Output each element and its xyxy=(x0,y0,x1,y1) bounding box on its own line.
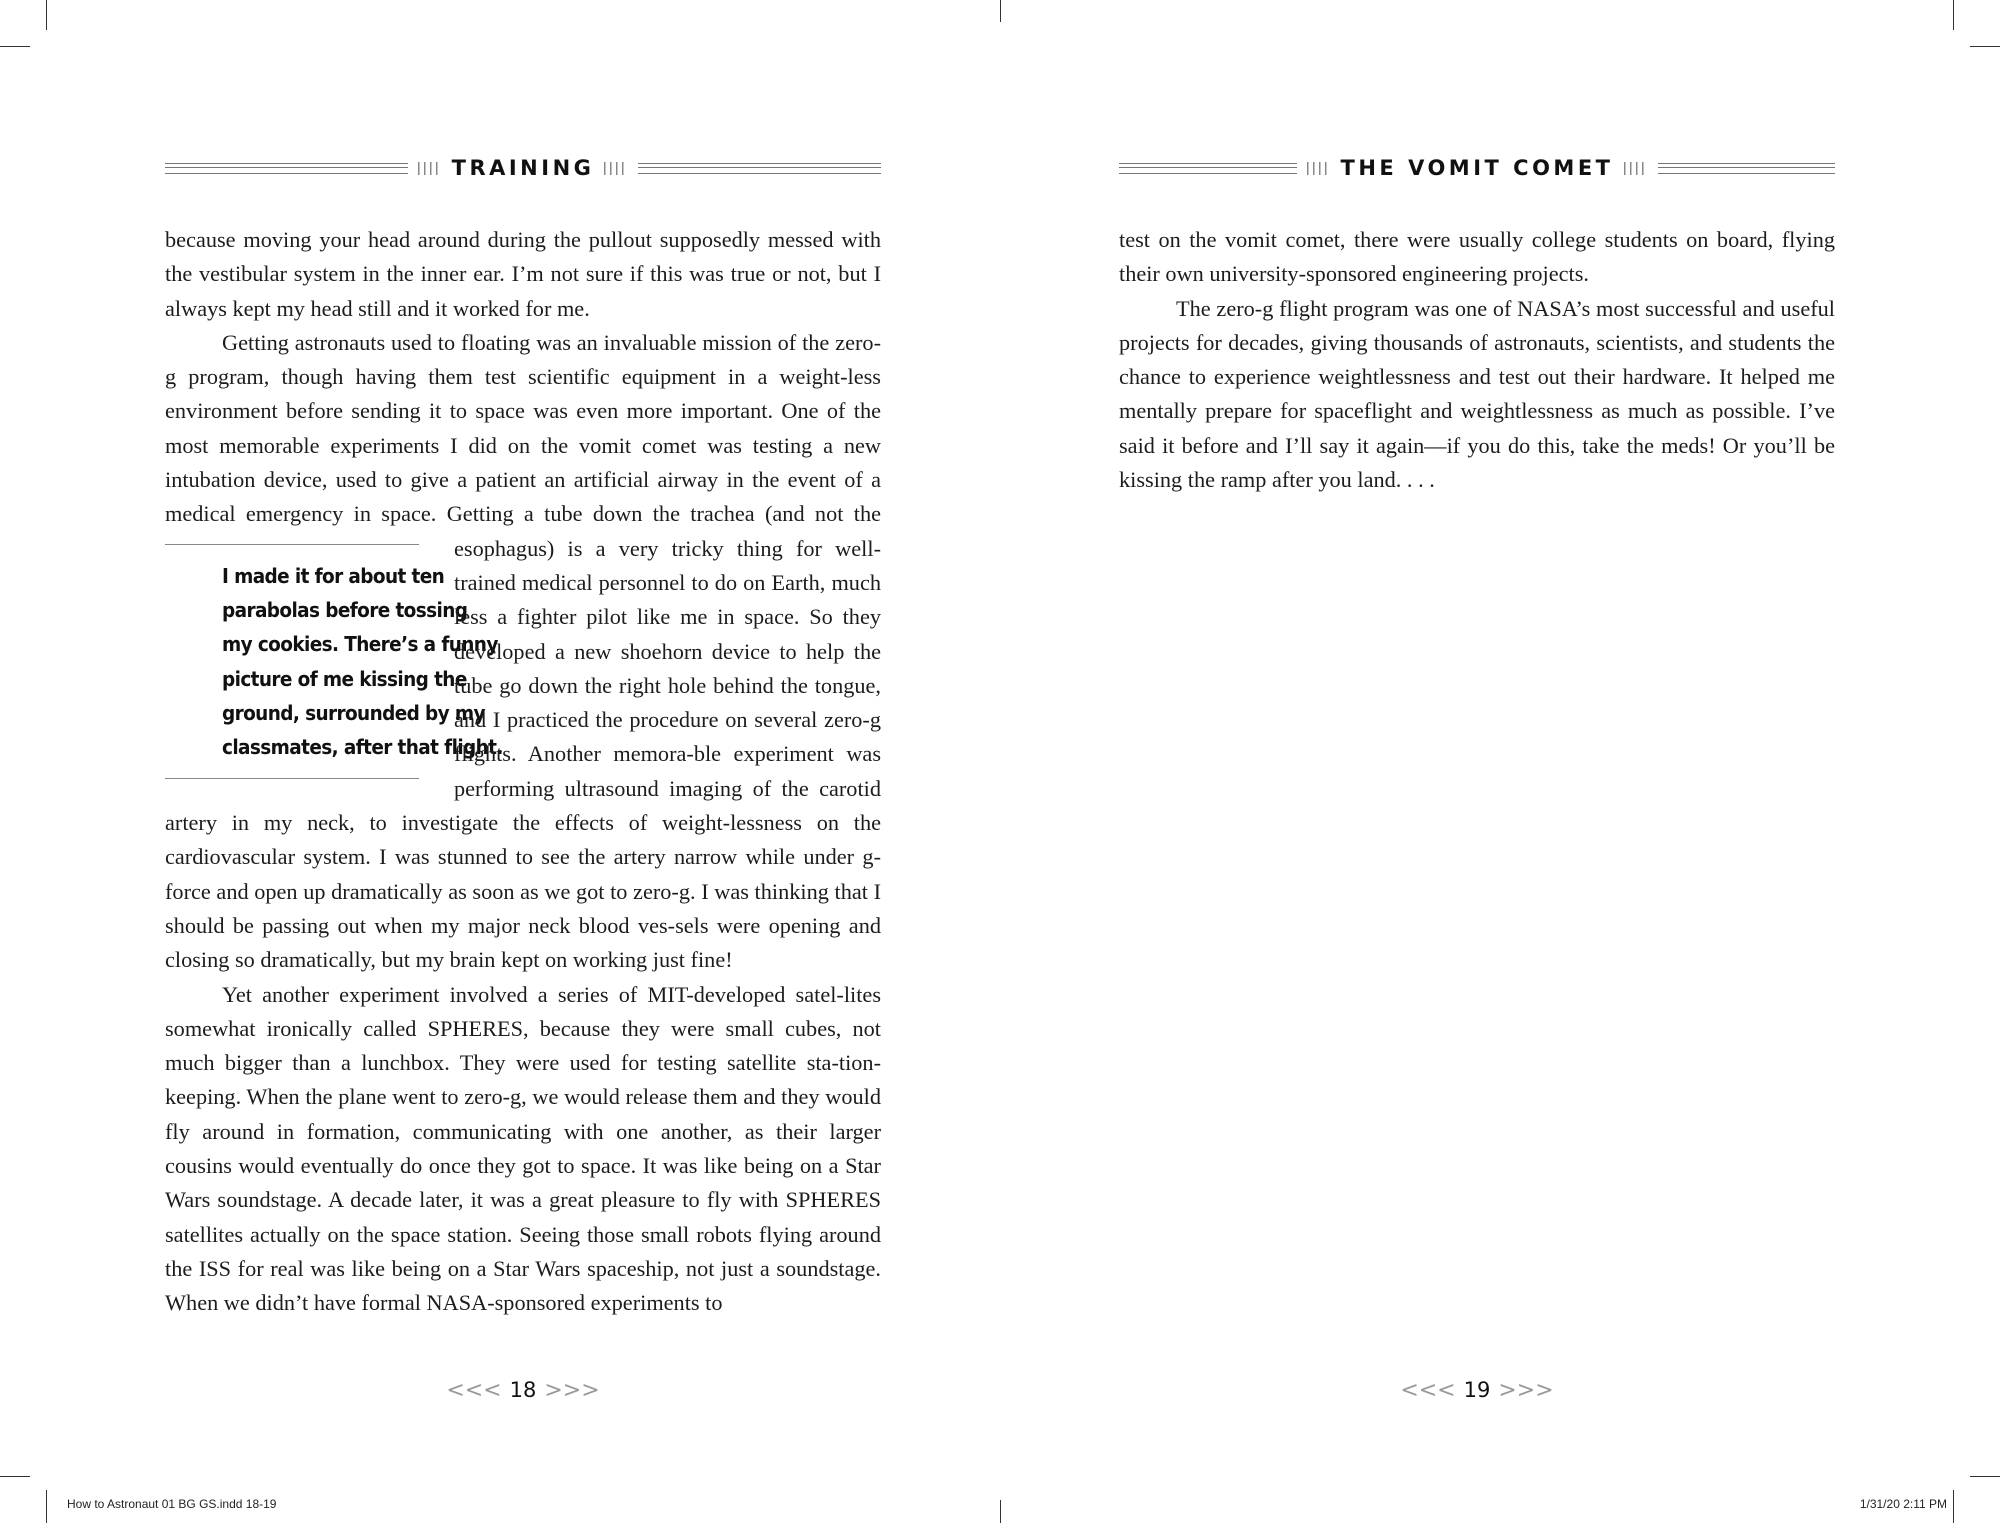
pull-quote-line: my cookies. There’s a funny xyxy=(222,632,498,657)
folio xyxy=(373,1378,673,1403)
pull-quote-line: picture of me kissing the xyxy=(222,666,467,691)
header-bars-ornament xyxy=(1624,162,1648,175)
paragraph-text-part: Getting astronauts used to floating was an invaluable mission of the zero-g program, though having them test scientific equipment in a weight-less environment before sending it to space was even more important. One of the most memorable experiments I did on the vomit comet was testing a new intubation device, used to give a patient an artificial airway in the event of a medical emergency in space. Getting a tube down the trachea (and not xyxy=(165,329,881,527)
pull-quote xyxy=(165,544,503,780)
body-text xyxy=(1119,223,1835,497)
header-rule xyxy=(638,163,881,174)
pull-quote-line: parabolas before tossing xyxy=(222,597,468,622)
header-rule xyxy=(1658,163,1836,174)
paragraph: Yet another experiment involved a series of MIT-developed satel-lites somewhat ironically called SPHERES, because they were small cubes, not much bigger than a lunchbox. They were used for testing satellite sta-tion-keeping. When the plane went to zero-g, we would release them and they would fly around in formation, communicating with one another, as their larger cousins would eventually do once they got to space. It was like being on a Star Wars soundstage. A decade later, it was a great pleasure to fly with SPHERES satellites actually on the space station. Seeing those small robots flying around the ISS for real was like being on a Star Wars spaceship, not just a soundstage. When we didn’t have formal NASA-sponsored experiments to xyxy=(165,981,881,1316)
running-head xyxy=(1119,153,1835,183)
running-head-title: THE VOMIT COMET xyxy=(1340,156,1614,180)
page-number: 18 xyxy=(509,1378,537,1402)
slug-timestamp: 1/31/20 2:11 PM xyxy=(1859,1497,1947,1511)
header-bars-ornament xyxy=(604,162,628,175)
right-page xyxy=(1000,0,2000,1523)
page-number: 19 xyxy=(1463,1378,1491,1402)
paragraph: because moving your head around during the pullout supposedly messed with the vestibular system in the inner ear. I’m not sure if this was true or not, but I always kept my head still and it worked for me. xyxy=(165,227,881,321)
paragraph: test on the vomit comet, there were usually college students on board, flying their own university-sponsored engineering projects. xyxy=(1119,227,1835,287)
slug-filename: How to Astronaut 01 BG GS.indd 18-19 xyxy=(67,1497,277,1511)
paragraph xyxy=(165,326,881,978)
folio-arrows-right: >>> xyxy=(544,1378,600,1403)
header-bars-ornament xyxy=(418,162,442,175)
folio-arrows-right: >>> xyxy=(1498,1378,1554,1403)
folio-arrows-left: <<< xyxy=(446,1378,502,1403)
header-bars-ornament xyxy=(1307,162,1331,175)
pull-quote-line: I made it for about ten xyxy=(222,563,445,588)
running-head xyxy=(165,153,881,183)
folio xyxy=(1327,1378,1627,1403)
pull-quote-line: classmates, after that flight. xyxy=(222,735,503,760)
paragraph-text-part: the esophagus) is a very tricky thing for well-trained medical personnel to do on Earth, much less a fighter pilot like me in space. So they developed a new shoehorn device to help the tube go down the right hole behind the tongue, and I practiced the procedure on several zero-g flights. Another memora-ble experiment was performing ultrasound imaging of the carotid artery in my neck, to investigate the effects of weight-lessness on the cardiovascular system. I was stunned to see the artery narrow while under g-force and open up dramatically as soon as we got to zero-g. I was thinking that I should be passing out when my major neck blood ves-sels were opening and closing so dramatically, but my brain kept on working just fine! xyxy=(165,501,881,973)
body-text xyxy=(165,223,881,1321)
header-rule xyxy=(165,163,408,174)
header-rule xyxy=(1119,163,1297,174)
folio-arrows-left: <<< xyxy=(1400,1378,1456,1403)
running-head-title: TRAINING xyxy=(451,156,595,180)
paragraph: The zero-g flight program was one of NASA’s most successful and useful projects for decades, giving thousands of astronauts, scientists, and students the chance to experience weightlessness and test out their hardware. It helped me mentally prepare for spaceflight and weightlessness as much as possible. I’ve said it before and I’ll say it again—if you do this, take the meds! Or you’ll be kissing the ramp after you land. . . . xyxy=(1119,295,1835,493)
pull-quote-line: ground, surrounded by my xyxy=(222,700,485,725)
